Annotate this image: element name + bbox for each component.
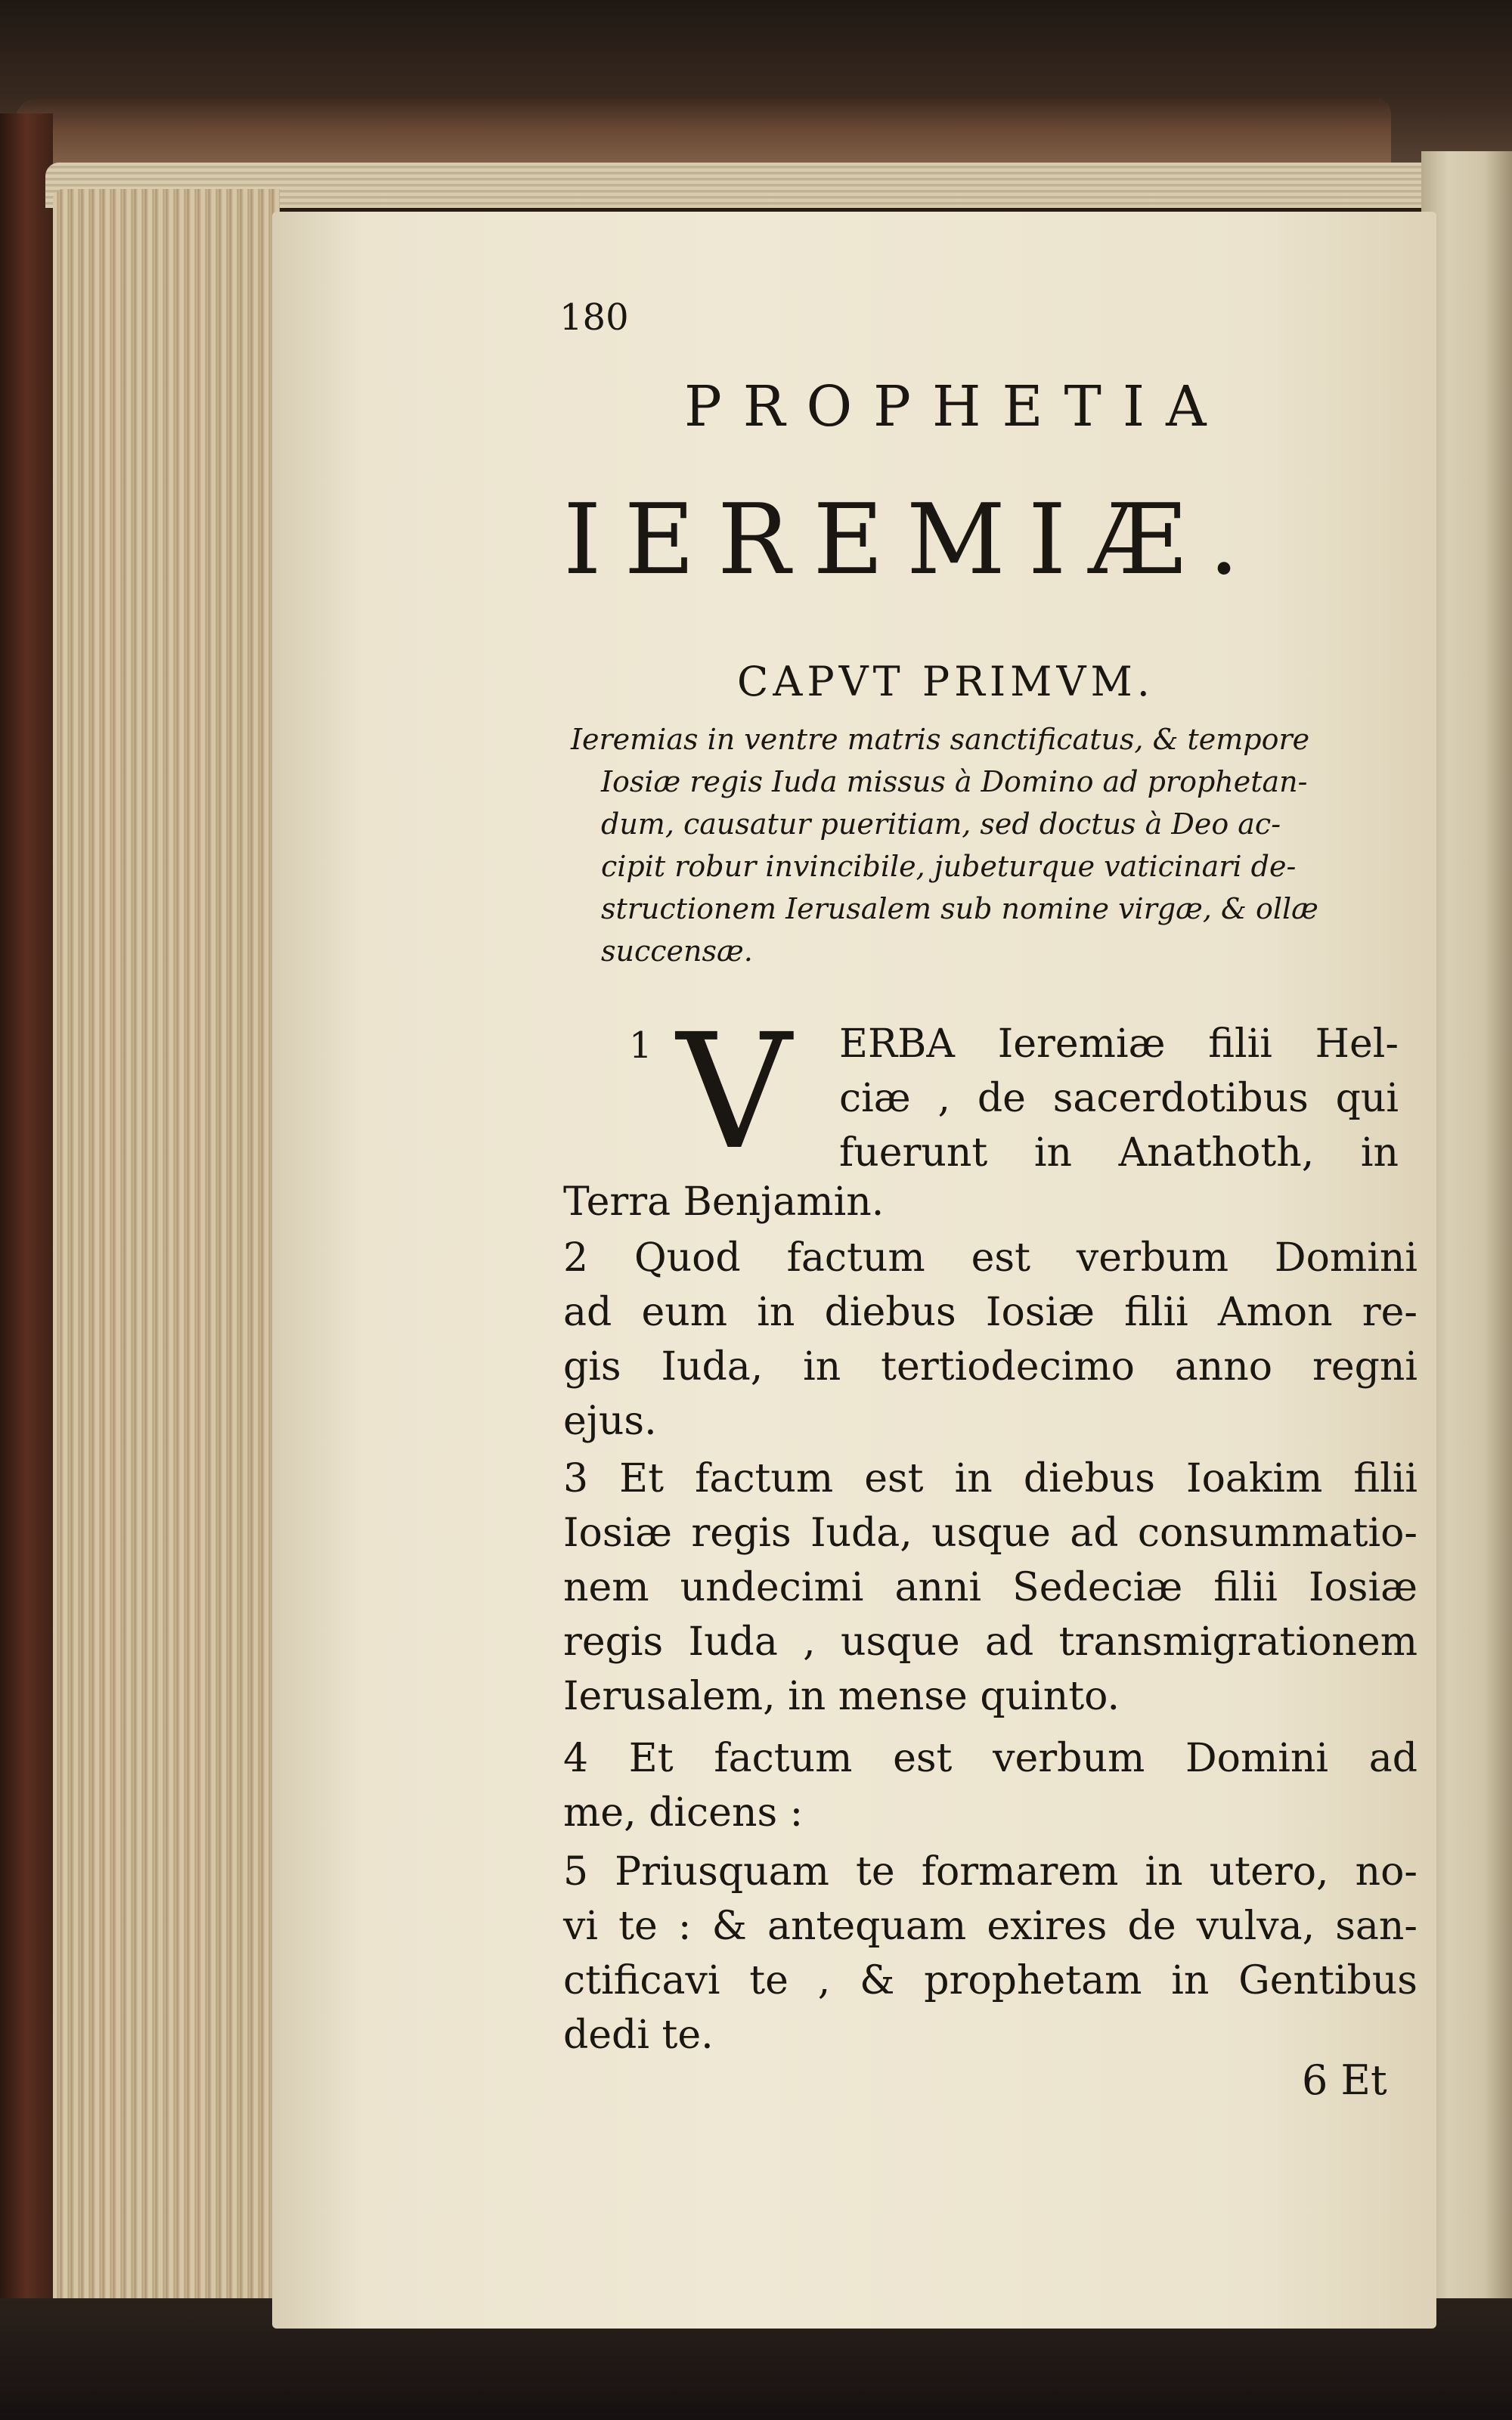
summary-line: Iosiæ regis Iuda missus à Domino ad prophetan-	[601, 765, 1308, 798]
verse-line: fuerunt in Anathoth, in	[839, 1130, 1399, 1176]
verse-line: ciæ , de sacerdotibus qui	[839, 1076, 1399, 1121]
verse-line: dedi te.	[563, 2013, 714, 2058]
book-cover-left	[0, 113, 53, 2306]
chapter-summary	[571, 718, 1418, 972]
verse-line: ad eum in diebus Iosiæ filii Amon re-	[563, 1290, 1418, 1335]
catchword: 6 Et	[1302, 2056, 1387, 2104]
verse-line: Terra Benjamin.	[563, 1179, 885, 1225]
verse-2	[563, 1231, 1418, 1449]
verse-line: ejus.	[563, 1399, 657, 1444]
verse-line: gis Iuda, in tertiodecimo anno regni	[563, 1344, 1418, 1390]
chapter-heading: CAPVT PRIMVM.	[737, 658, 1154, 705]
title-line-1: PROPHETIA	[684, 374, 1228, 439]
summary-line: succensæ.	[601, 934, 753, 968]
verse-line: 4 Et factum est verbum Domini ad	[563, 1736, 1418, 1781]
verse-line: Ierusalem, in mense quinto.	[563, 1674, 1120, 1719]
page-number: 180	[559, 296, 629, 339]
page-edges-left	[53, 189, 280, 2351]
verse-line: nem undecimi anni Sedeciæ filii Iosiæ	[563, 1565, 1418, 1610]
verse-line: ERBA Ieremiæ filii Hel-	[839, 1021, 1399, 1067]
summary-line: Ieremias in ventre matris sanctificatus, & tempore	[571, 723, 1310, 756]
summary-line: structionem Ierusalem sub nomine virgæ, & ollæ	[601, 892, 1318, 925]
verse-5	[563, 1845, 1418, 2062]
verse-1-text	[839, 1017, 1399, 1180]
summary-line: dum, causatur pueritiam, sed doctus à Deo ac-	[601, 807, 1281, 841]
verse-line: Iosiæ regis Iuda, usque ad consummatio-	[563, 1511, 1418, 1556]
verse-3	[563, 1452, 1418, 1724]
verse-4	[563, 1731, 1418, 1840]
verse-number: 1	[629, 1024, 652, 1067]
verse-line: regis Iuda , usque ad transmigrationem	[563, 1619, 1418, 1665]
verse-line: 5 Priusquam te formarem in utero, no-	[563, 1849, 1418, 1895]
verse-line: 2 Quod factum est verbum Domini	[563, 1235, 1418, 1281]
drop-cap-letter: V	[677, 999, 792, 1185]
title-line-2: IEREMIÆ.	[563, 484, 1263, 596]
verse-line: me, dicens :	[563, 1790, 804, 1836]
summary-line: cipit robur invincibile, jubeturque vaticinari de-	[601, 850, 1297, 883]
verse-line: ctificavi te , & prophetam in Gentibus	[563, 1958, 1418, 2003]
verse-line: vi te : & antequam exires de vulva, san-	[563, 1904, 1418, 1949]
verse-line: 3 Et factum est in diebus Ioakim filii	[563, 1456, 1418, 1501]
